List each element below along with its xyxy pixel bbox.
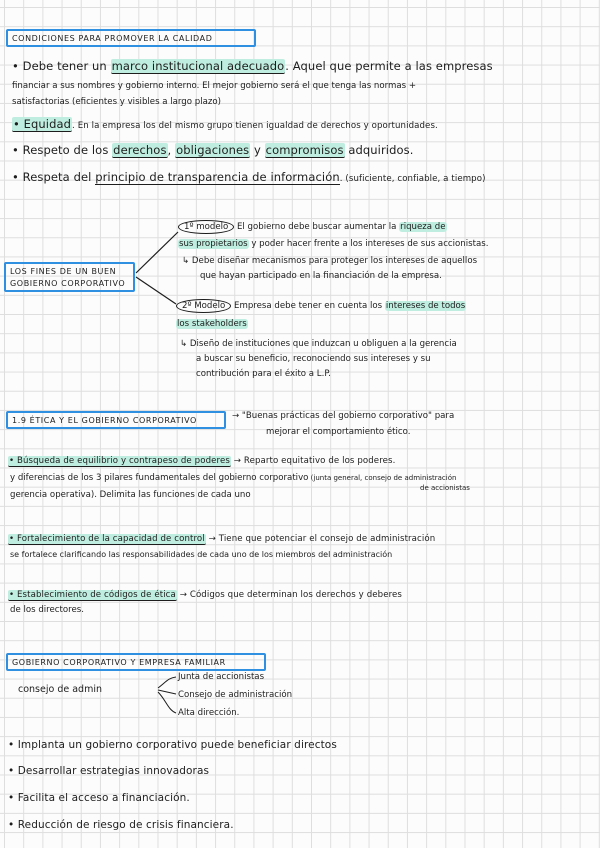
underline: principio de transparencia de información bbox=[95, 170, 340, 184]
equilibrio-line1 bbox=[8, 452, 395, 467]
etica-arrow-text: → "Buenas prácticas del gobierno corporativo" para bbox=[232, 411, 455, 421]
equilibrio-line2 bbox=[10, 472, 456, 484]
tree-root: consejo de admin bbox=[18, 684, 102, 695]
text: El gobierno debe buscar aumentar la bbox=[234, 222, 400, 232]
equilibrio-paren2: de accionistas bbox=[420, 484, 470, 492]
text: . Aquel que permite a las empresas bbox=[285, 59, 493, 73]
text: → Reparto equitativo de los poderes. bbox=[230, 456, 396, 466]
etica-title-box bbox=[6, 411, 226, 429]
text: . En la empresa los del mismo grupo tienen igualdad de derechos y oportunidades. bbox=[72, 121, 438, 131]
modelo2-line1 bbox=[176, 300, 466, 312]
fines-box-line2: GOBIERNO CORPORATIVO bbox=[10, 279, 126, 288]
control-line1 bbox=[8, 530, 435, 545]
familiar-title-box bbox=[6, 653, 266, 671]
bullet-respeto bbox=[12, 143, 413, 157]
highlight: derechos bbox=[113, 143, 167, 157]
tree-branch-junta: Junta de accionistas bbox=[178, 672, 265, 682]
modelo2-line3: ↳ Diseño de instituciones que induzcan u obliguen a la gerencia bbox=[180, 339, 457, 349]
fines-box-line1: LOS FINES DE UN BUEN bbox=[10, 267, 117, 276]
familiar-bullet-3: • Facilita el acceso a financiación. bbox=[8, 792, 190, 804]
equilibrio-line3: gerencia operativa). Delimita las funciones de cada uno bbox=[10, 490, 251, 500]
highlight: • Búsqueda de equilibrio y contrapeso de poderes bbox=[9, 456, 230, 466]
modelo1-line2 bbox=[178, 238, 488, 250]
text: • Respeto de los bbox=[12, 143, 113, 157]
text: → Códigos que determinan los derechos y deberes bbox=[176, 590, 402, 600]
tree-branch-consejo: Consejo de administración bbox=[178, 690, 293, 700]
modelo1-line4: que hayan participado en la financiación de la empresa. bbox=[200, 271, 442, 281]
modelo2-line4: a buscar su beneficio, reconociendo sus intereses y su bbox=[196, 354, 431, 364]
text: adquiridos. bbox=[344, 143, 414, 157]
text: (junta general, consejo de administración bbox=[308, 474, 457, 482]
section-title: CONDICIONES PARA PROMOVER LA CALIDAD bbox=[12, 34, 213, 43]
highlight: compromisos bbox=[265, 143, 344, 157]
fines-box bbox=[4, 262, 135, 292]
highlight: los stakeholders bbox=[177, 319, 247, 329]
highlight: riqueza de bbox=[400, 222, 446, 232]
text: Empresa debe tener en cuenta los bbox=[231, 301, 385, 311]
etica-title: 1.9 ÉTICA Y EL GOBIERNO CORPORATIVO bbox=[12, 416, 197, 425]
familiar-bullet-1: • Implanta un gobierno corporativo puede beneficiar directos bbox=[8, 739, 337, 751]
control-line2: se fortalece clarificando las responsabilidades de cada uno de los miembros del administración bbox=[10, 550, 393, 559]
highlight: obligaciones bbox=[176, 143, 250, 157]
modelo1-line3: ↳ Debe diseñar mecanismos para proteger los intereses de aquellos bbox=[182, 256, 478, 266]
highlight: • Equidad bbox=[13, 117, 72, 131]
highlight: • Establecimiento de códigos de ética bbox=[9, 590, 176, 600]
codigos-line1 bbox=[8, 586, 402, 601]
modelo2-line5: contribución para el éxito a L.P. bbox=[196, 369, 331, 379]
highlight: sus propietarios bbox=[179, 239, 248, 249]
text: y poder hacer frente a los intereses de sus accionistas. bbox=[248, 239, 489, 249]
bullet-marco-line3: satisfactorias (eficientes y visibles a largo plazo) bbox=[12, 97, 221, 107]
text: • Respeta del bbox=[12, 170, 96, 184]
bullet-transparencia bbox=[12, 170, 486, 185]
familiar-bullet-4: • Reducción de riesgo de crisis financiera. bbox=[8, 819, 234, 831]
familiar-title: GOBIERNO CORPORATIVO Y EMPRESA FAMILIAR bbox=[12, 658, 226, 667]
modelo1-line1 bbox=[178, 221, 447, 233]
modelo2-line2 bbox=[176, 318, 248, 330]
codigos-line2: de los directores. bbox=[10, 605, 84, 615]
text: . (suficiente, confiable, a tiempo) bbox=[339, 174, 486, 184]
bullet-equidad bbox=[12, 117, 438, 132]
text: → Tiene que potenciar el consejo de administración bbox=[205, 534, 436, 544]
text: y diferencias de los 3 pilares fundamentales del gobierno corporativo bbox=[10, 473, 309, 483]
bullet-marco-line2: financiar a sus nombres y gobierno interno. El mejor gobierno será el que tenga las normas + bbox=[12, 81, 417, 91]
highlight: marco institucional adecuado bbox=[111, 59, 285, 73]
text: y bbox=[250, 143, 265, 157]
modelo1-oval: 1º modelo bbox=[178, 220, 234, 234]
modelo2-oval: 2º Modelo bbox=[176, 299, 231, 313]
highlight: intereses de todos bbox=[385, 301, 466, 311]
familiar-bullet-2: • Desarrollar estrategias innovadoras bbox=[8, 765, 210, 777]
section-title-box bbox=[6, 29, 256, 47]
highlight: • Fortalecimiento de la capacidad de control bbox=[9, 534, 205, 544]
text: • Debe tener un bbox=[12, 59, 111, 73]
etica-arrow-text2: mejorar el comportamiento ético. bbox=[266, 427, 411, 437]
tree-branch-alta: Alta dirección. bbox=[178, 708, 240, 718]
bullet-marco bbox=[12, 59, 493, 73]
text: , bbox=[167, 143, 176, 157]
